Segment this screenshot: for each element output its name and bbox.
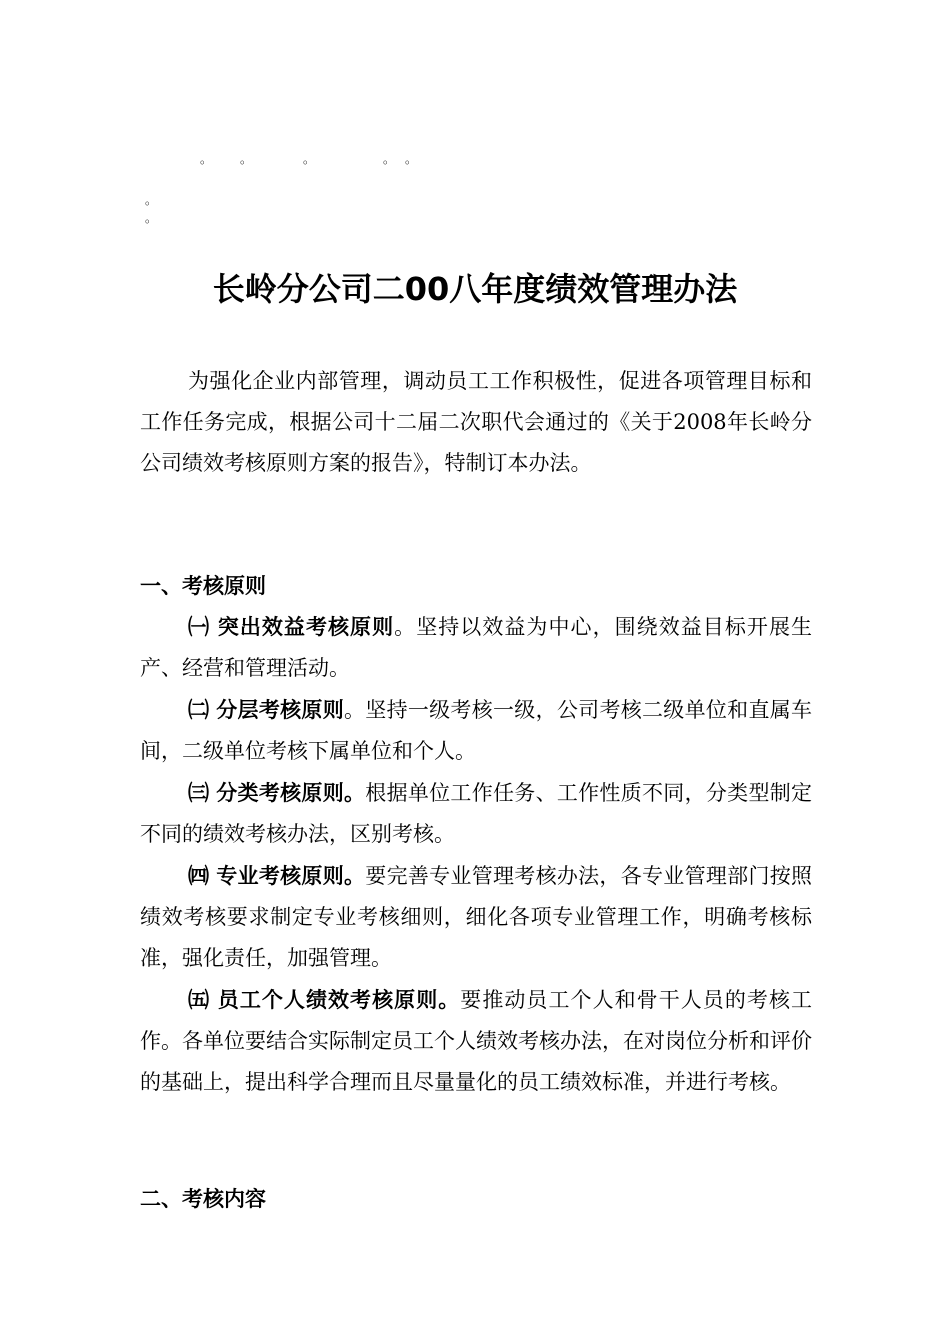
- item-number: ㈢: [188, 780, 210, 805]
- item-number: ㈤: [188, 987, 211, 1012]
- document-title: 长岭分公司二00八年度绩效管理办法: [212, 270, 738, 308]
- principle-text: 要完善专业管理考核办法，各专业管理部门按照绩效考核要求制定专业考核细则，细化各项专业管理工作，明确考核标准，强化责任，加强管理。: [140, 864, 813, 970]
- principle-name: 专业考核原则。: [216, 863, 366, 888]
- principle-item: [140, 606, 812, 689]
- principle-name: 员工个人绩效考核原则。: [217, 987, 461, 1012]
- intro-paragraph-block: [140, 361, 812, 484]
- item-number: ㈣: [188, 863, 210, 888]
- principle-name: 分层考核原则: [216, 697, 344, 722]
- principle-text: 。坚持以效益为中心，围绕效益目标开展生产、经营和管理活动。: [140, 615, 812, 680]
- section-heading-content: 二、考核内容: [140, 1186, 266, 1211]
- stray-mark: 。: [200, 152, 213, 166]
- stray-mark: 。: [383, 152, 396, 166]
- item-number: ㈠: [188, 614, 211, 639]
- section-heading-principles: 一、考核原则: [140, 573, 266, 598]
- stray-mark: 。: [303, 152, 316, 166]
- principle-name: 突出效益考核原则: [217, 614, 395, 639]
- principle-text: 根据单位工作任务、工作性质不同，分类型制定不同的绩效考核办法，区别考核。: [140, 781, 813, 846]
- principle-text: 。坚持一级考核一级，公司考核二级单位和直属车间，二级单位考核下属单位和个人。: [140, 698, 813, 763]
- stray-mark: 。: [240, 152, 253, 166]
- principle-item: [140, 689, 812, 772]
- principle-item: [140, 979, 812, 1103]
- principle-item: [140, 772, 812, 855]
- principles-list: [140, 606, 812, 1103]
- stray-mark: 。: [145, 211, 158, 225]
- principle-name: 分类考核原则。: [216, 780, 366, 805]
- principle-text: 要推动员工个人和骨干人员的考核工作。各单位要结合实际制定员工个人绩效考核办法，在对岗位分析和评价的基础上，提出科学合理而且尽量量化的员工绩效标准，并进行考核。: [140, 988, 812, 1094]
- stray-mark: 。: [405, 152, 418, 166]
- principle-item: [140, 855, 812, 979]
- item-number: ㈡: [188, 697, 210, 722]
- intro-paragraph: 为强化企业内部管理，调动员工工作积极性，促进各项管理目标和工作任务完成，根据公司十二届二次职代会通过的《关于2008年长岭分公司绩效考核原则方案的报告》，特制订本办法。: [140, 369, 812, 475]
- stray-mark: 。: [145, 193, 158, 207]
